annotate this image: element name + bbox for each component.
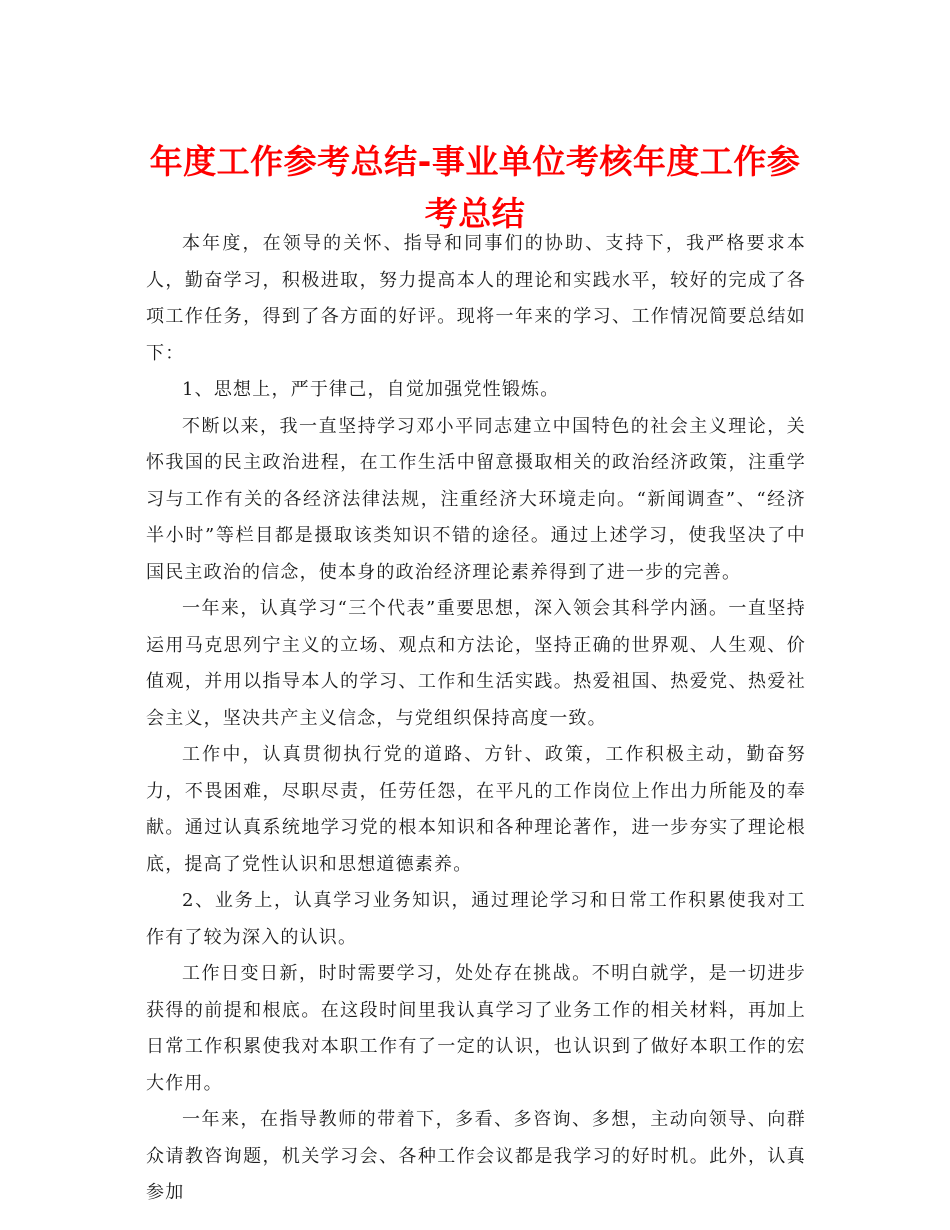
paragraph-three-represents: 一年来，认真学习“三个代表”重要思想，深入领会其科学内涵。一直坚持运用马克思列宁主义的立场、观点和方法论，坚持正确的世界观、人生观、价值观，并用以指导本人的学习、工作和生活实践。热爱祖国、热爱党、热爱社会主义，坚决共产主义信念，与党组织保持高度一致。 (146, 598, 806, 729)
document-title: 年度工作参考总结-事业单位考核年度工作参考总结 (149, 142, 801, 233)
paragraph-work-attitude: 工作中，认真贯彻执行党的道路、方针、政策，工作积极主动，勤奋努力，不畏困难，尽职尽责，任劳任怨，在平凡的工作岗位上作出力所能及的奉献。通过认真系统地学习党的根本知识和各种理论著作，进一步夯实了理论根底，提高了党性认识和思想道德素养。 (146, 744, 806, 875)
paragraph-heading-business: 2、业务上，认真学习业务知识，通过理论学习和日常工作积累使我对工作有了较为深入的认识。 (146, 890, 806, 948)
paragraph-heading-ideology: 1、思想上，严于律己，自觉加强党性锻炼。 (182, 379, 560, 400)
document-body (146, 226, 806, 1212)
paragraph-theory-study: 不断以来，我一直坚持学习邓小平同志建立中国特色的社会主义理论，关怀我国的民主政治进程，在工作生活中留意摄取相关的政治经济政策，注重学习与工作有关的各经济法律法规，注重经济大环境走向。“新闻调查”、“经济半小时”等栏目都是摄取该类知识不错的途径。通过上述学习，使我坚决了中国民主政治的信念，使本身的政治经济理论素养得到了进一步的完善。 (146, 415, 806, 583)
paragraph-intro: 本年度，在领导的关怀、指导和同事们的协助、支持下，我严格要求本人，勤奋学习，积极进取，努力提高本人的理论和实践水平，较好的完成了各项工作任务，得到了各方面的好评。现将一年来的学习、工作情况简要总结如下： (146, 233, 806, 364)
paragraph-daily-learning: 工作日变日新，时时需要学习，处处存在挑战。不明白就学，是一切进步获得的前提和根底。在这段时间里我认真学习了业务工作的相关材料，再加上日常工作积累使我对本职工作有了一定的认识，也认识到了做好本职工作的宏大作用。 (146, 963, 806, 1094)
paragraph-mentoring: 一年来，在指导教师的带着下，多看、多咨询、多想，主动向领导、向群众请教咨询题，机关学习会、各种工作会议都是我学习的好时机。此外，认真参加 (146, 1109, 806, 1203)
